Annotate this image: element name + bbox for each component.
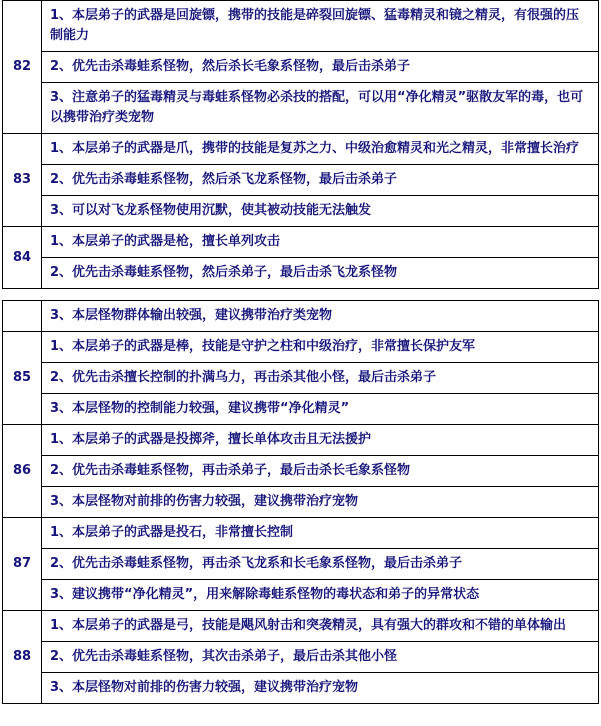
tip-line: 2、优先击杀毒蛙系怪物，然后杀弟子，最后击杀飞龙系怪物 (42, 258, 599, 289)
table-body (3, 1, 599, 289)
page-break-gap (0, 289, 601, 300)
level-number: 86 (3, 425, 42, 518)
table-row (3, 363, 599, 394)
level-number: 85 (3, 332, 42, 425)
tip-line: 1、本层弟子的武器是回旋镖，携带的技能是碎裂回旋镖、猛毒精灵和镜之精灵，有很强的压制能力 (42, 1, 599, 52)
table-row (3, 425, 599, 456)
table-row (3, 134, 599, 165)
tip-line: 3、建议携带“净化精灵”，用来解除毒蛙系怪物的毒状态和弟子的异常状态 (42, 580, 599, 611)
tip-line: 3、本层怪物的控制能力较强，建议携带“净化精灵” (42, 394, 599, 425)
table-row (3, 301, 599, 332)
tip-line: 3、注意弟子的猛毒精灵与毒蛙系怪物必杀技的搭配，可以用“净化精灵”驱散友军的毒，也可以携带治疗类宠物 (42, 83, 599, 134)
table-row (3, 332, 599, 363)
table-row (3, 673, 599, 704)
tip-line: 3、本层怪物群体输出较强，建议携带治疗类宠物 (42, 301, 599, 332)
table-row (3, 258, 599, 289)
table-row (3, 1, 599, 52)
tip-line: 2、优先击杀毒蛙系怪物，然后杀长毛象系怪物，最后击杀弟子 (42, 52, 599, 83)
table-row (3, 518, 599, 549)
tip-line: 3、本层怪物对前排的伤害力较强，建议携带治疗宠物 (42, 673, 599, 704)
table-row (3, 83, 599, 134)
table-row (3, 227, 599, 258)
table-row (3, 165, 599, 196)
level-number: 83 (3, 134, 42, 227)
tip-line: 1、本层弟子的武器是弓，技能是飓风射击和突袭精灵，具有强大的群攻和不错的单体输出 (42, 611, 599, 642)
tip-line: 2、优先击杀毒蛙系怪物，然后杀飞龙系怪物，最后击杀弟子 (42, 165, 599, 196)
table-body (3, 301, 599, 704)
table-row (3, 549, 599, 580)
tip-line: 1、本层弟子的武器是投石，非常擅长控制 (42, 518, 599, 549)
tip-line: 2、优先击杀擅长控制的扑满乌力，再击杀其他小怪，最后击杀弟子 (42, 363, 599, 394)
table-row (3, 456, 599, 487)
tip-line: 2、优先击杀毒蛙系怪物，再击杀弟子，最后击杀长毛象系怪物 (42, 456, 599, 487)
level-number: 87 (3, 518, 42, 611)
table-row (3, 611, 599, 642)
tip-line: 1、本层弟子的武器是爪，携带的技能是复苏之力、中级治愈精灵和光之精灵，非常擅长治疗 (42, 134, 599, 165)
table-row (3, 196, 599, 227)
table-row (3, 394, 599, 425)
tip-line: 1、本层弟子的武器是枪，擅长单列攻击 (42, 227, 599, 258)
level-number: 84 (3, 227, 42, 289)
level-number (3, 301, 42, 332)
tip-line: 3、本层怪物对前排的伤害力较强，建议携带治疗宠物 (42, 487, 599, 518)
guide-table-top (2, 0, 599, 289)
tip-line: 1、本层弟子的武器是棒，技能是守护之柱和中级治疗，非常擅长保护友军 (42, 332, 599, 363)
level-number: 82 (3, 1, 42, 134)
tip-line: 2、优先击杀毒蛙系怪物，其次击杀弟子，最后击杀其他小怪 (42, 642, 599, 673)
tip-line: 3、可以对飞龙系怪物使用沉默，使其被动技能无法触发 (42, 196, 599, 227)
table-row (3, 487, 599, 518)
table-row (3, 52, 599, 83)
tip-line: 2、优先击杀毒蛙系怪物，再击杀飞龙系和长毛象系怪物，最后击杀弟子 (42, 549, 599, 580)
level-number: 88 (3, 611, 42, 704)
tip-line: 1、本层弟子的武器是投掷斧，擅长单体攻击且无法援护 (42, 425, 599, 456)
guide-table-bottom (2, 300, 599, 704)
table-row (3, 580, 599, 611)
table-row (3, 642, 599, 673)
